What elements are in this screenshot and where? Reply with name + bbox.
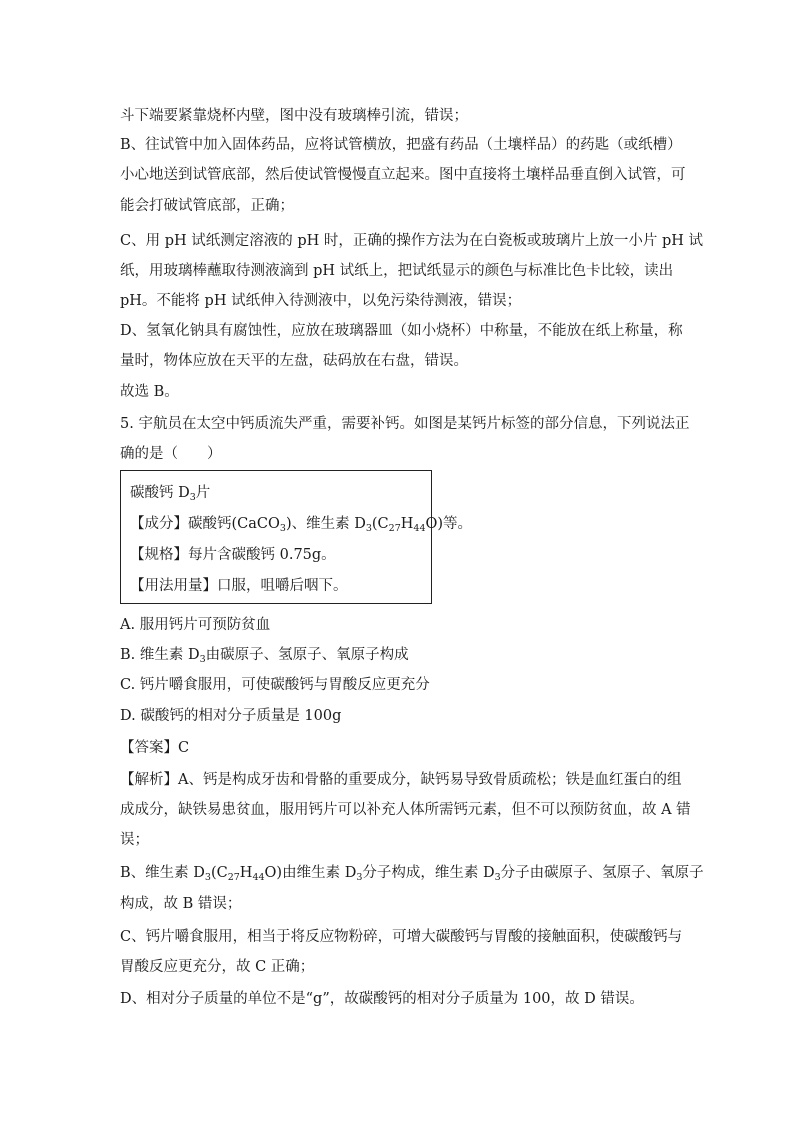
option-b: B. 维生素 $D_3$由碳原子、氢原子、氧原子构成 <box>120 647 409 665</box>
answer: 【答案】C <box>120 740 190 756</box>
text-line: 斗下端要紧靠烧杯内壁，图中没有玻璃棒引流，错误； <box>120 108 468 124</box>
option-a: A. 服用钙片可预防贫血 <box>120 617 271 633</box>
question-stem: 5. 宇航员在太空中钙质流失严重，需要补钙。如图是某钙片标签的部分信息，下列说法正 <box>120 416 690 432</box>
text-line: 故选 B。 <box>120 384 179 400</box>
analysis-line: 成成分，缺铁易患贫血，服用钙片可以补充人体所需钙元素，但不可以预防贫血，故 A 错 <box>120 802 691 818</box>
analysis-line: 【解析】A、钙是构成牙齿和骨骼的重要成分，缺钙易导致骨质疏松；铁是血红蛋白的组 <box>120 772 682 788</box>
text-line: 量时，物体应放在天平的左盘，砝码放在右盘，错误。 <box>120 353 468 369</box>
analysis-line: 胃酸反应更充分，故 C 正确； <box>120 959 315 975</box>
text-line: 纸，用玻璃棒蘸取待测液滴到 pH 试纸上，把试纸显示的颜色与标准比色卡比较，读出 <box>120 263 674 279</box>
option-d: D. 碳酸钙的相对分子质量是 100g <box>120 708 342 724</box>
analysis-line: 构成，故 B 错误； <box>120 896 242 912</box>
text-line: pH。不能将 pH 试纸伸入待测液中，以免污染待测液，错误； <box>120 293 522 309</box>
analysis-line: C、钙片嚼食服用，相当于将反应物粉碎，可增大碳酸钙与胃酸的接触面积，使碳酸钙与 <box>120 929 683 945</box>
label-spec: 【规格】每片含碳酸钙 0.75g。 <box>130 547 336 563</box>
analysis-line: 误； <box>120 832 149 848</box>
text-line: 小心地送到试管底部，然后使试管慢慢直立起来。图中直接将土壤样品垂直倒入试管，可 <box>120 167 686 183</box>
text-line: 能会打破试管底部，正确； <box>120 198 294 214</box>
calcium-tablet-label <box>120 470 473 604</box>
label-ingredients: 【成分】碳酸钙(CaCO$_3$)、维生素 $D_3(C_{27}H_{44}O)$等。 <box>130 516 473 534</box>
label-title: 碳酸钙 $D_3$片 <box>130 485 211 503</box>
analysis-line: B、维生素 $D_3(C_{27}H_{44}O)$由维生素 $D_3$分子构成，维生素 $D_3$分子由碳原子、氢原子、氧原子 <box>120 865 704 883</box>
analysis-line: D、相对分子质量的单位不是“g”，故碳酸钙的相对分子质量为 100，故 D 错误。 <box>120 991 644 1007</box>
text-line: C、用 pH 试纸测定溶液的 pH 时，正确的操作方法为在白瓷板或玻璃片上放一小片 pH 试 <box>120 233 704 249</box>
text-line: D、氢氧化钠具有腐蚀性，应放在玻璃器皿（如小烧杯）中称量，不能放在纸上称量，称 <box>120 323 683 339</box>
label-usage: 【用法用量】口服，咀嚼后咽下。 <box>130 578 348 594</box>
question-stem: 确的是（ ） <box>120 446 222 462</box>
option-c: C. 钙片嚼食服用，可使碳酸钙与胃酸反应更充分 <box>120 677 430 693</box>
text-line: B、往试管中加入固体药品，应将试管横放，把盛有药品（土壤样品）的药匙（或纸槽） <box>120 137 682 153</box>
